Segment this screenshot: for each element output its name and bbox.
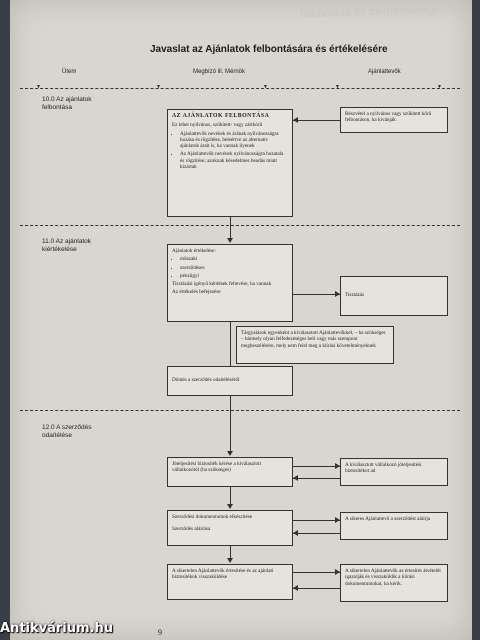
- negotiation-box: Tárgyalások egyenként a kiválasztott Ajánlattevőkkel, – ha szükséges – bármely olyan felfedezéséges beli vagy más szempont megbeszélésére, mely nem felel meg a kiírási követelményeknek: [236, 326, 394, 364]
- evaluation-box: [167, 244, 293, 322]
- notify-failed-box: A sikertelen Ajánlattevők értesítése és az ajánlati biztosítékok visszaküldése: [167, 564, 293, 600]
- arrow-down-icon: [227, 558, 233, 563]
- watermark-logo: Antikvárium.hu: [0, 621, 113, 636]
- failed-return-box: A sikertelen Ajánlattevők az értesítés átvételét igazolják és visszaküldik a kiírási dokumentumokat, ha kérik.: [340, 564, 448, 602]
- arrow-right-icon: [335, 463, 340, 469]
- marker-triangle: ▼: [335, 85, 340, 90]
- connector: [230, 322, 231, 366]
- arrow-left-icon: [293, 475, 298, 481]
- decision-label: Döntés a szerződés odaítéléséről: [172, 377, 240, 383]
- opening-box: [167, 109, 293, 217]
- opening-intro: Ez lehet nyilvános, szűkített- vagy zártkörű: [172, 122, 263, 129]
- arrow-left-icon: [293, 117, 298, 123]
- column-header-bidders: Ajánlattevők: [368, 69, 401, 75]
- connector: [293, 478, 340, 479]
- document-page: [10, 0, 472, 640]
- dashed-separator: [20, 410, 460, 411]
- opening-title: AZ AJÁNLATOK FELBONTÁSA: [172, 113, 270, 119]
- evaluation-bullet: • pénzügyi: [180, 273, 288, 279]
- evaluation-complete: Az értékelés befejezése: [172, 289, 221, 296]
- dashed-separator: [20, 225, 460, 226]
- evaluation-intro: Ajánlatok értékelése:: [172, 248, 216, 254]
- connector: [230, 217, 231, 239]
- arrow-down-icon: [227, 504, 233, 509]
- arrow-down-icon: [227, 238, 233, 243]
- winner-signs-box: A sikeres Ajánlattevő a szerződést aláírja: [340, 512, 448, 540]
- opening-bullet: • Ajánlattevők nevének és árának nyilvánosságra hozása és rögzítése, beleértve az alternatív ajánlatok árait is, ha vannak ilyenek: [180, 131, 288, 150]
- column-header-step: Ütem: [62, 69, 77, 75]
- arrow-left-icon: [293, 530, 298, 536]
- marker-triangle: ▼: [36, 85, 41, 90]
- connector: [293, 572, 340, 573]
- opening-bullet: • Az Ajánlattevők nevének nyilvánosságra hozatala és rögzítése; azoknak késedelmes beadás miatt kizártak: [180, 151, 288, 170]
- participation-box: Részvétel a nyilvános vagy szűkített körű felbontáson, ha kívánják: [340, 107, 448, 133]
- page-number: 9: [158, 628, 162, 637]
- arrow-down-icon: [227, 451, 233, 456]
- marker-triangle: ▼: [437, 85, 442, 90]
- marker-triangle: ▼: [156, 85, 161, 90]
- signing-label: Szerződés aláírása: [172, 526, 211, 533]
- connector: [230, 396, 231, 454]
- connector: [293, 533, 340, 534]
- connector: [293, 466, 340, 467]
- step-11-label: 11.0 Az ajánlatok kiértékelése: [42, 238, 92, 253]
- dashed-separator: [20, 88, 460, 89]
- step-12-label: 12.0 A szerződés odaítélése: [42, 424, 92, 439]
- page-title: Javaslat az Ajánlatok felbontására és értékelésére: [150, 44, 388, 55]
- column-header-engineer: Megbízó ill. Mérnök: [193, 69, 246, 75]
- contract-box: [167, 510, 293, 546]
- marker-triangle: ▼: [263, 85, 268, 90]
- evaluation-bullet: • műszaki: [180, 256, 288, 262]
- evaluation-clarify: Tisztázási igényű kérdések feltevése, ha vannak: [172, 281, 272, 288]
- connector: [293, 120, 340, 121]
- arrow-right-icon: [335, 291, 340, 297]
- arrow-right-icon: [335, 517, 340, 523]
- clarification-label: Tisztázás: [345, 292, 365, 298]
- step-10-label: 10.0 Az ajánlatok felbontása: [42, 96, 92, 111]
- evaluation-bullet: • szerződéses: [180, 265, 288, 271]
- arrow-right-icon: [335, 569, 340, 575]
- arrow-left-icon: [293, 585, 298, 591]
- faint-show-through-text: felbontása és megfelelősége: [299, 3, 441, 21]
- connector: [293, 520, 340, 521]
- clarification-box: [340, 276, 448, 316]
- connector: [293, 294, 340, 295]
- contract-label: Szerződési dokumentumok elkészítése: [172, 514, 253, 520]
- decision-box: [167, 366, 293, 396]
- connector: [293, 588, 340, 589]
- guarantee-request-box: Jóteljesítési biztosíték kérése a kiválasztott vállalkozótól (ha szükséges): [167, 457, 293, 487]
- guarantee-submit-box: A kiválasztott vállalkozó jóteljesítési biztosítékot ad: [340, 458, 448, 486]
